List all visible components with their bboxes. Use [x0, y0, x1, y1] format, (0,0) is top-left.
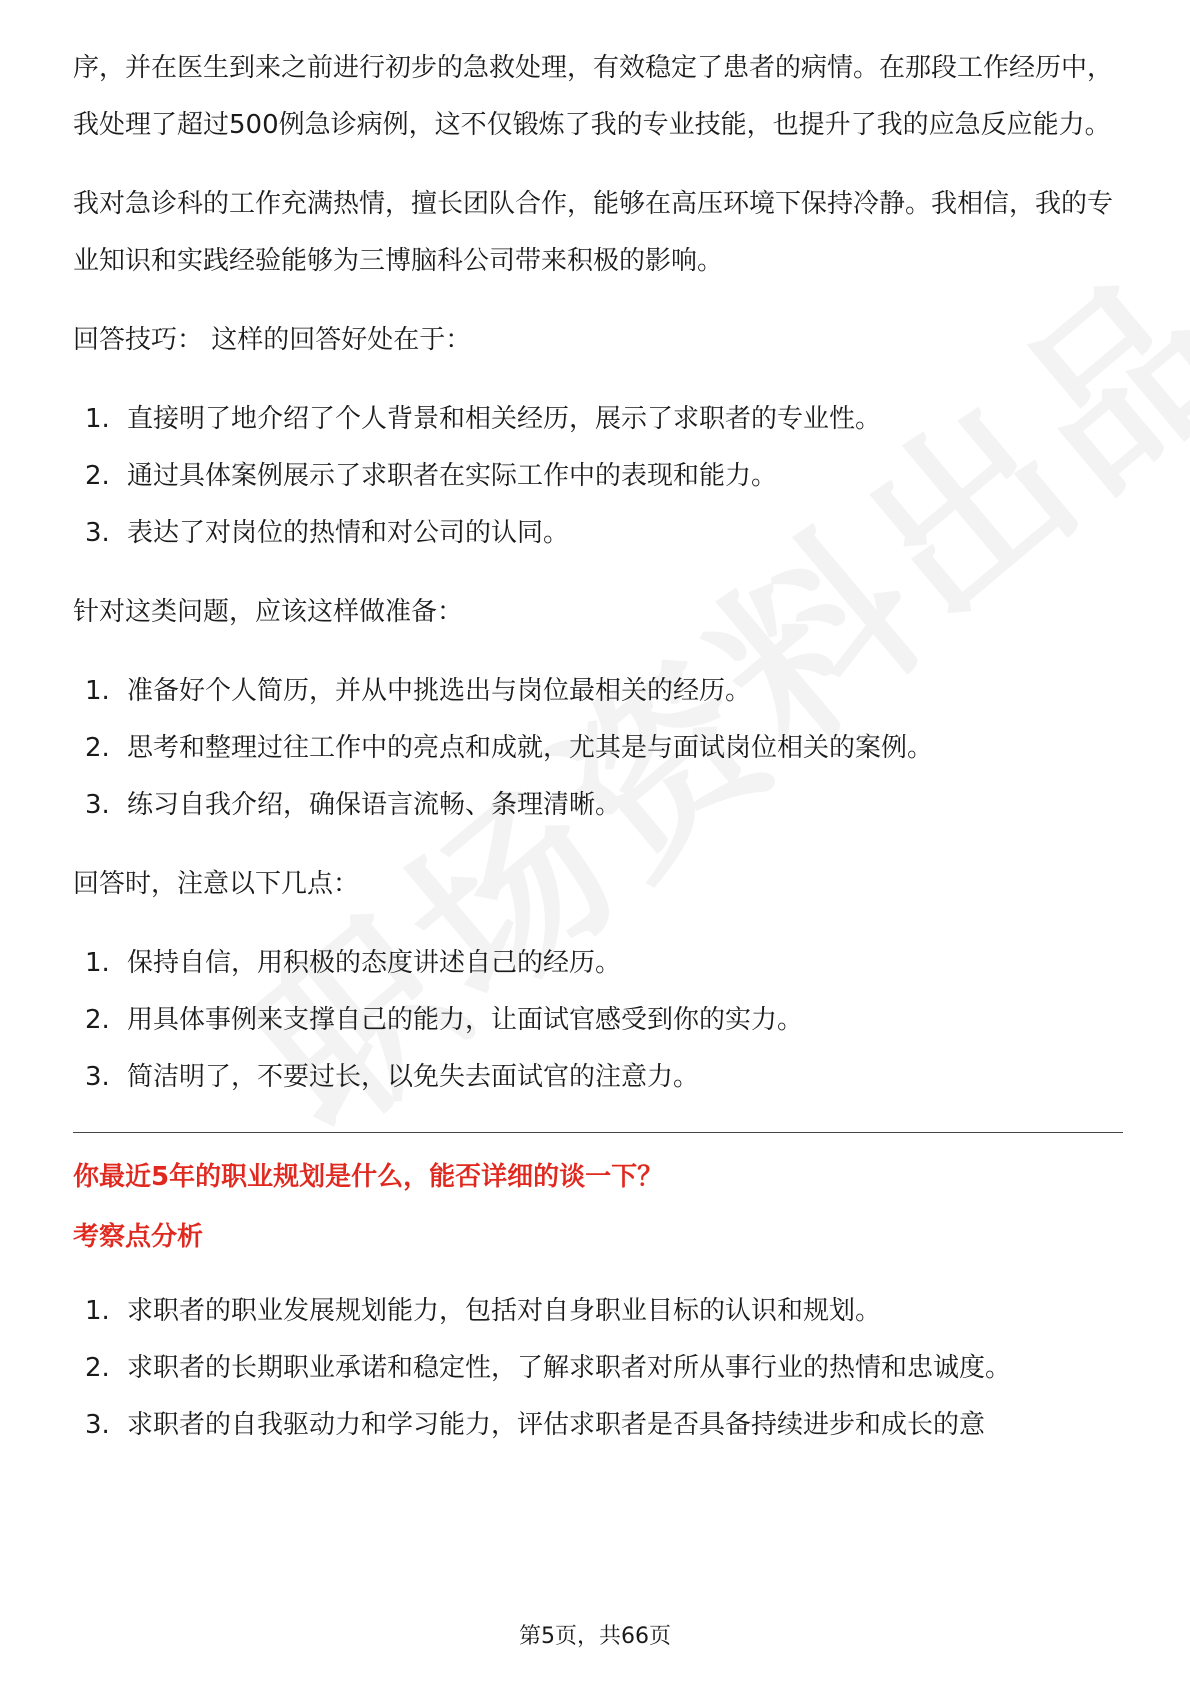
paragraph: 我对急诊科的工作充满热情，擅长团队合作，能够在高压环境下保持冷静。我相信，我的专业知识和实践经验能够为三博脑科公司带来积极的影响。	[73, 189, 1114, 276]
page-footer: 第5页，共66页	[519, 1624, 671, 1649]
list-item: 1. 求职者的职业发展规划能力，包括对自身职业目标的认识和规划。	[85, 1296, 882, 1326]
notes-list	[73, 935, 1123, 1106]
paragraph: 序，并在医生到来之前进行初步的急救处理，有效稳定了患者的病情。在那段工作经历中，我处理了超过500例急诊病例，这不仅锻炼了我的专业技能，也提升了我的应急反应能力。	[73, 53, 1114, 140]
list-item: 2. 求职者的长期职业承诺和稳定性，了解求职者对所从事行业的热情和忠诚度。	[85, 1353, 1012, 1383]
list-item: 2. 用具体事例来支撑自己的能力，让面试官感受到你的实力。	[85, 1005, 804, 1035]
tips-list	[73, 391, 1123, 562]
list-item: 3. 练习自我介绍，确保语言流畅、条理清晰。	[85, 790, 622, 820]
section-divider	[73, 1132, 1123, 1133]
list-item: 3. 表达了对岗位的热情和对公司的认同。	[85, 518, 570, 548]
list-item: 3. 求职者的自我驱动力和学习能力，评估求职者是否具备持续进步和成长的意	[85, 1410, 986, 1440]
list-item: 2. 通过具体案例展示了求职者在实际工作中的表现和能力。	[85, 461, 778, 491]
prep-heading: 针对这类问题，应该这样做准备：	[73, 597, 464, 627]
tips-heading: 回答技巧： 这样的回答好处在于：	[73, 325, 472, 355]
analysis-heading: 考察点分析	[73, 1222, 204, 1252]
list-item: 3. 简洁明了，不要过长，以免失去面试官的注意力。	[85, 1062, 700, 1092]
analysis-list	[73, 1283, 1123, 1454]
list-item: 1. 直接明了地介绍了个人背景和相关经历，展示了求职者的专业性。	[85, 404, 882, 434]
question-title: 你最近5年的职业规划是什么，能否详细的谈一下？	[73, 1162, 664, 1192]
list-item: 2. 思考和整理过往工作中的亮点和成就，尤其是与面试岗位相关的案例。	[85, 733, 934, 763]
prep-list	[73, 663, 1123, 834]
list-item: 1. 保持自信，用积极的态度讲述自己的经历。	[85, 948, 622, 978]
notes-heading: 回答时，注意以下几点：	[73, 869, 360, 899]
content	[73, 40, 1123, 1454]
list-item: 1. 准备好个人简历，并从中挑选出与岗位最相关的经历。	[85, 676, 752, 706]
